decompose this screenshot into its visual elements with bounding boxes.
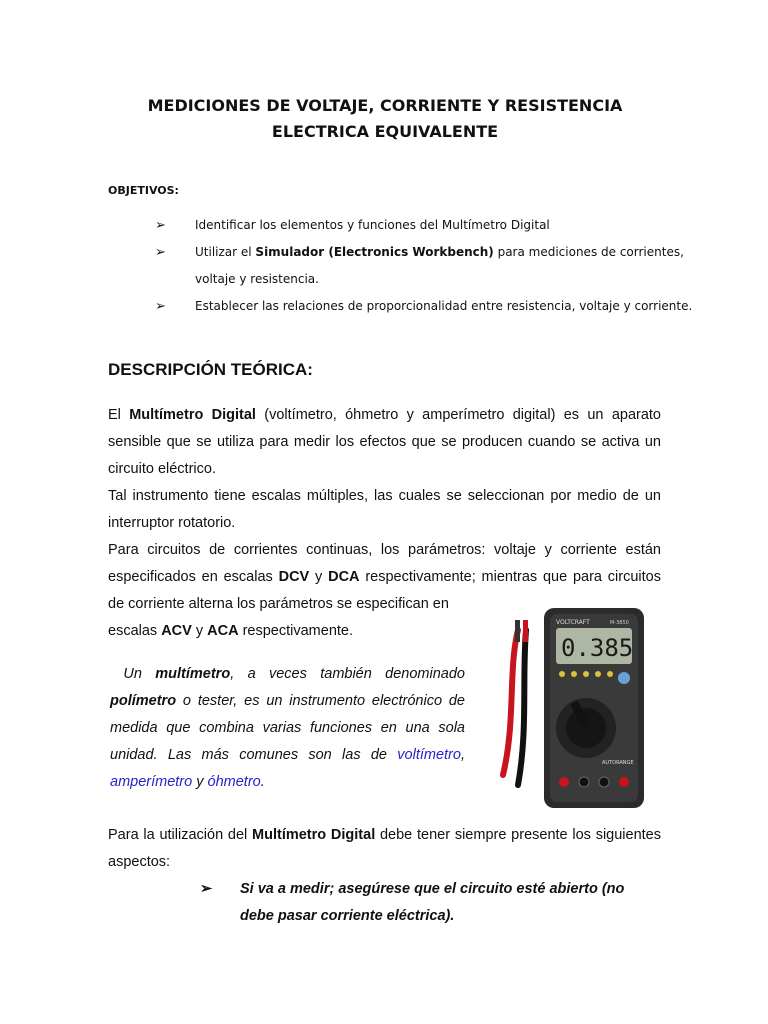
- objectives-list: [155, 212, 715, 320]
- objective-item: ➢ Identificar los elementos y funciones del Multímetro Digital: [155, 212, 715, 239]
- paragraph-aspectos: Para la utilización del Multímetro Digital debe tener siempre presente los siguientes aspectos:: [108, 827, 661, 870]
- document-title: MEDICIONES DE VOLTAJE, CORRIENTE Y RESISTENCIA ELECTRICA EQUIVALENTE: [147, 96, 623, 141]
- paragraph-escalas: Tal instrumento tiene escalas múltiples, las cuales se seleccionan por medio de un interruptor rotatorio.: [108, 488, 661, 531]
- paragraph-multimetro: El Multímetro Digital (voltímetro, óhmetro y amperímetro digital) es un aparato sensible que se utiliza para medir los efectos que se producen cuando se activa un circuito eléctrico.: [108, 407, 661, 477]
- multimeter-display: 0.385: [561, 634, 634, 662]
- objective-item: ➢ Utilizar el Simulador (Electronics Workbench) para mediciones de corrientes, voltaje y resistencia.: [155, 239, 715, 293]
- paragraph-polimetro: Un multímetro, a veces también denominado polímetro o tester, es un instrumento electrónico de medida que combina varias funciones en una sola unidad. Las más comunes son las de voltímetro, amperímetro y óhmetro.: [110, 666, 465, 790]
- link-amperimetro[interactable]: amperímetro: [110, 774, 193, 790]
- multimeter-brand: VOLTCRAFT: [556, 619, 590, 626]
- section-title: DESCRIPCIÓN TEÓRICA:: [108, 360, 313, 379]
- link-voltimetro[interactable]: voltímetro: [397, 747, 461, 763]
- paragraph-circuitos: Para circuitos de corrientes continuas, los parámetros: voltaje y corriente están especificados en escalas DCV y DCA respectivamente; mientras que para circuitos de corriente alterna los parámetros se especifican en: [108, 542, 661, 612]
- arrow-bullet-icon: ➢: [200, 881, 213, 897]
- multimeter-label: AUTORANGE: [602, 760, 634, 766]
- arrow-bullet-icon: ➢: [155, 245, 166, 260]
- link-ohmetro[interactable]: óhmetro: [207, 774, 261, 790]
- warning-bullet: ➢ Si va a medir; asegúrese que el circuito esté abierto (no debe pasar corriente eléctrica).: [200, 876, 662, 930]
- arrow-bullet-icon: ➢: [155, 218, 166, 233]
- objectives-heading: OBJETIVOS:: [108, 184, 179, 197]
- multimeter-image: [478, 600, 648, 810]
- arrow-bullet-icon: ➢: [155, 299, 166, 314]
- objective-item: ➢ Establecer las relaciones de proporcionalidad entre resistencia, voltaje y corriente.: [155, 293, 715, 320]
- paragraph-circuitos-end: escalas ACV y ACA respectivamente.: [108, 623, 354, 639]
- multimeter-model: M-3850: [610, 620, 629, 626]
